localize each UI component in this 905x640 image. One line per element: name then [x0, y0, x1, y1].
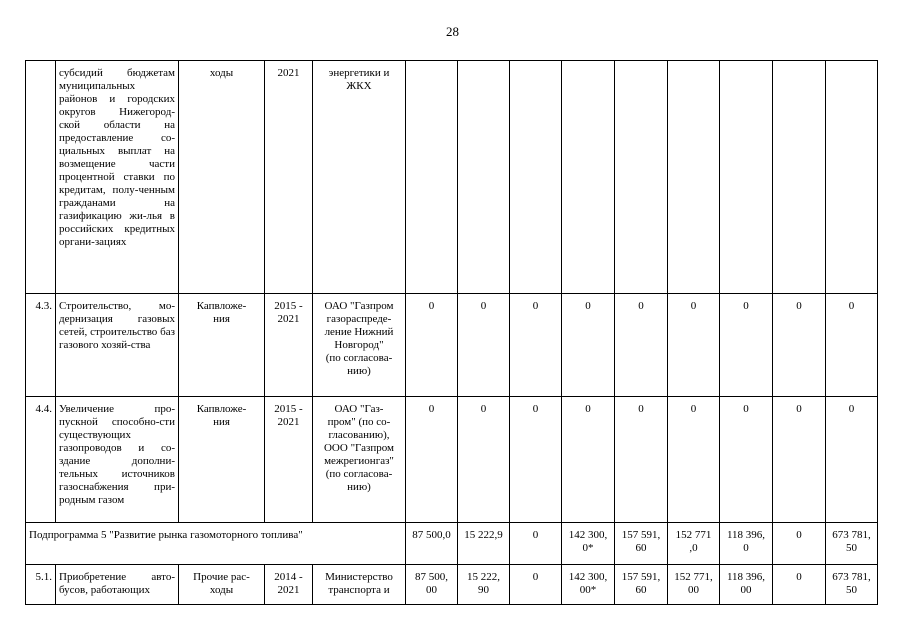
- value-cell: 142 300, 0*: [562, 523, 615, 565]
- expense-type: Капвложе- ния: [179, 294, 265, 397]
- value-cell: 0: [406, 294, 458, 397]
- value-cell: [720, 61, 773, 294]
- expense-type: Капвложе- ния: [179, 397, 265, 523]
- row-number: 5.1.: [26, 565, 56, 605]
- value-cell: [615, 61, 668, 294]
- table-row: [26, 565, 878, 605]
- value-cell: [458, 61, 510, 294]
- value-cell: 118 396, 0: [720, 523, 773, 565]
- value-cell: [773, 61, 826, 294]
- value-cell: 0: [668, 294, 720, 397]
- row-number: [26, 61, 56, 294]
- period: 2015 - 2021: [265, 294, 313, 397]
- subprogram-title: Подпрограмма 5 "Развитие рынка газомоторного топлива": [26, 523, 406, 565]
- value-cell: 157 591, 60: [615, 523, 668, 565]
- executor: Министерство транспорта и: [313, 565, 406, 605]
- period: 2014 - 2021: [265, 565, 313, 605]
- table-row: [26, 397, 878, 523]
- subprogram-row: [26, 523, 878, 565]
- page-number: 28: [446, 24, 459, 39]
- value-cell: 0: [510, 397, 562, 523]
- value-cell: [510, 61, 562, 294]
- period: 2021: [265, 61, 313, 294]
- row-number: 4.4.: [26, 397, 56, 523]
- measure-description: Увеличение про-пускной способно-сти существующих газопроводов и со-здание дополни-тельных источников газоснабжения при-родным газом: [56, 397, 179, 523]
- executor: энергетики и ЖКХ: [313, 61, 406, 294]
- value-cell: 0: [668, 397, 720, 523]
- expense-type: ходы: [179, 61, 265, 294]
- value-cell: 142 300, 00*: [562, 565, 615, 605]
- value-cell: 0: [458, 397, 510, 523]
- executor: ОАО "Газпром газораспреде- ление Нижний Новгород" (по согласова- нию): [313, 294, 406, 397]
- measure-description: Строительство, мо-дернизация газовых сетей, строительство баз газового хозяй-ства: [56, 294, 179, 397]
- value-cell: 0: [773, 294, 826, 397]
- value-cell: 0: [615, 294, 668, 397]
- value-cell: 0: [773, 397, 826, 523]
- value-cell: 0: [406, 397, 458, 523]
- table-row: [26, 294, 878, 397]
- expense-type: Прочие рас- ходы: [179, 565, 265, 605]
- value-cell: 0: [510, 523, 562, 565]
- value-cell: 87 500, 00: [406, 565, 458, 605]
- value-cell: 0: [458, 294, 510, 397]
- value-cell: 157 591, 60: [615, 565, 668, 605]
- period: 2015 - 2021: [265, 397, 313, 523]
- value-cell: [562, 61, 615, 294]
- value-cell: 0: [773, 565, 826, 605]
- value-cell: 0: [720, 294, 773, 397]
- value-cell: [668, 61, 720, 294]
- value-cell: 673 781, 50: [826, 565, 878, 605]
- value-cell: 87 500,0: [406, 523, 458, 565]
- value-cell: 152 771, 00: [668, 565, 720, 605]
- row-number: 4.3.: [26, 294, 56, 397]
- table-row: [26, 61, 878, 294]
- value-cell: 0: [562, 397, 615, 523]
- program-table: [25, 60, 878, 605]
- value-cell: 0: [510, 565, 562, 605]
- value-cell: 0: [615, 397, 668, 523]
- value-cell: 152 771 ,0: [668, 523, 720, 565]
- measure-description: Приобретение авто-бусов, работающих: [56, 565, 179, 605]
- value-cell: 0: [826, 294, 878, 397]
- measure-description: субсидий бюджетам муниципальных районов и городских округов Нижегород-ской области на предоставление со-циальных выплат на возмещение части процентной ставки по кредитам, полу-ченным гражданами на газификацию жи-лья в российских кредитных органи-зациях: [56, 61, 179, 294]
- value-cell: 0: [773, 523, 826, 565]
- value-cell: 0: [720, 397, 773, 523]
- value-cell: 118 396, 00: [720, 565, 773, 605]
- value-cell: 673 781, 50: [826, 523, 878, 565]
- value-cell: 0: [562, 294, 615, 397]
- value-cell: 0: [510, 294, 562, 397]
- value-cell: [406, 61, 458, 294]
- value-cell: 0: [826, 397, 878, 523]
- executor: ОАО "Газ- пром" (по со- гласованию), ООО "Газпром межрегионгаз" (по согласова- нию): [313, 397, 406, 523]
- value-cell: 15 222, 90: [458, 565, 510, 605]
- value-cell: 15 222,9: [458, 523, 510, 565]
- value-cell: [826, 61, 878, 294]
